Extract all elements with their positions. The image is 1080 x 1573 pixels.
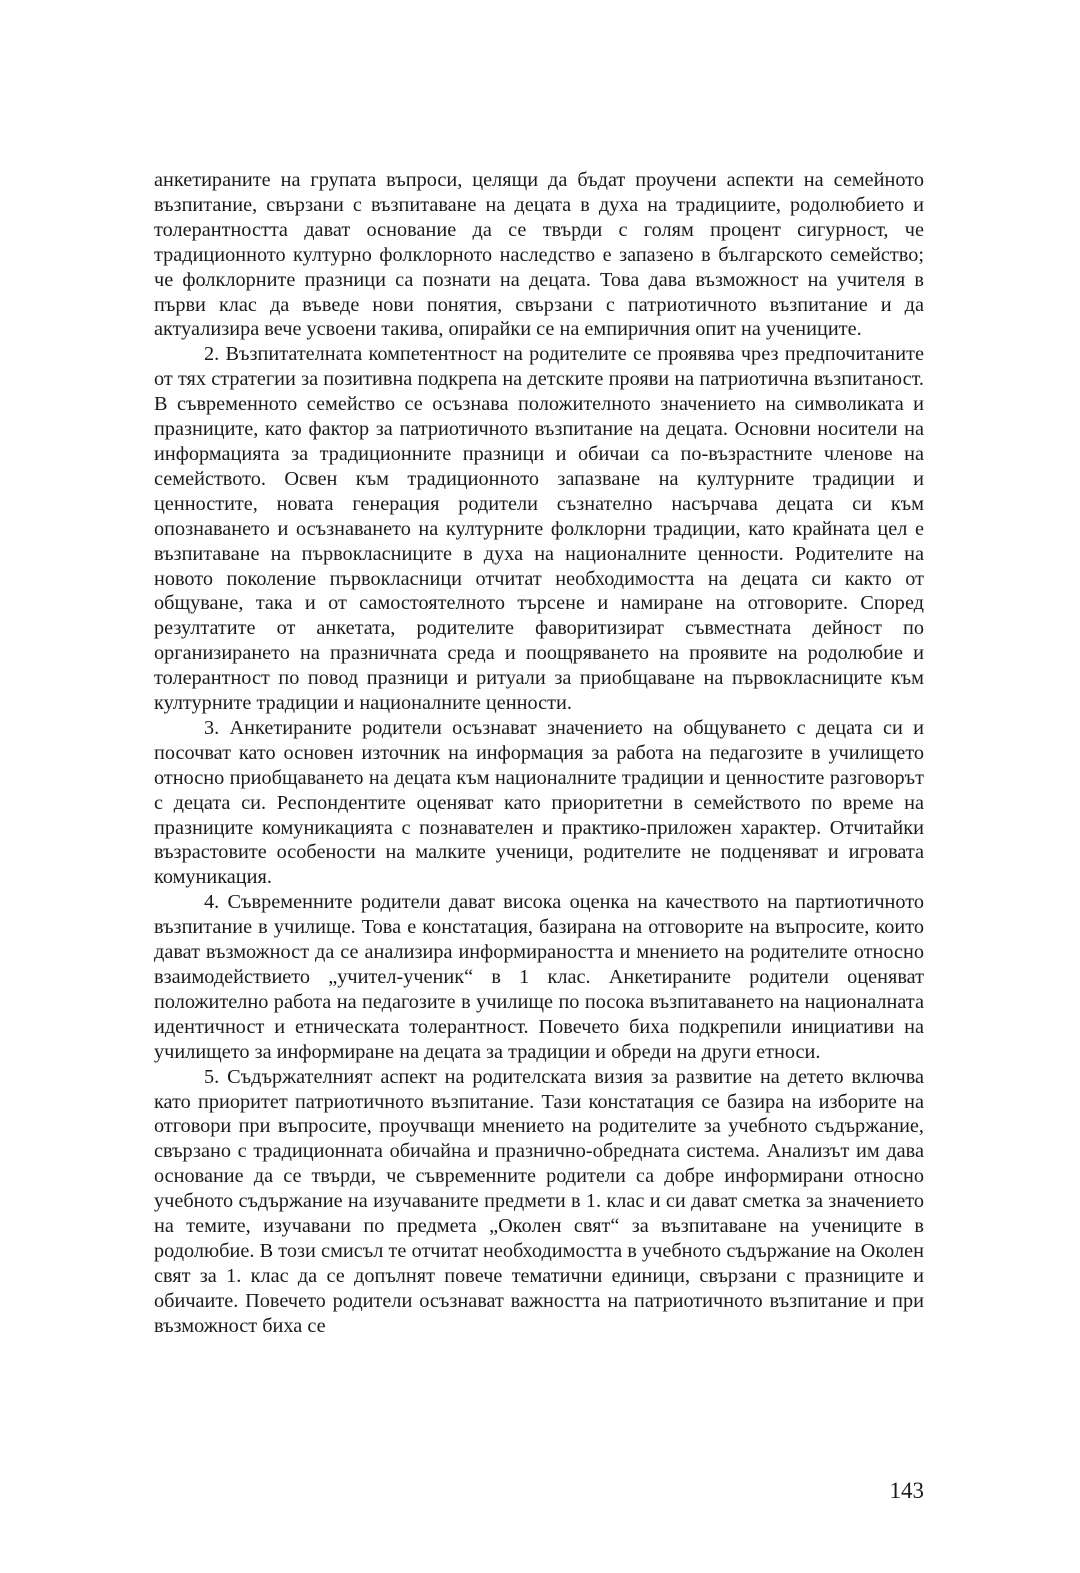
page-number: 143 [889,1478,924,1503]
paragraph-item-3: 3. Анкетираните родители осъзнават значението на общуването с децата си и посочват като основен източник на информация за работа на педагозите в училището относно приобщаването на децата към националните традиции и ценностите разговорът с децата си. Респондентите оценяват като приоритетни в семейството по време на празниците комуникацията с познавателен и практико-приложен характер. Отчитайки възрастовите особености на малките ученици, родителите не подценяват и игровата комуникация. [154,716,924,889]
paragraph-item-5: 5. Съдържателният аспект на родителската визия за развитие на детето включва като приоритет патриотичното възпитание. Тази констатация се базира на изборите на отговори при въпросите, проучващи мнението на родителите за учебното съдържание, свързано с традиционната обичайна и празнично-обредната система. Анализът им дава основание да се твърди, че съвременните родители са добре информирани относно учебното съдържание на изучаваните предмети в 1. клас и си дават сметка за значението на темите, изучавани по предмета „Околен свят“ за възпитаване на учениците в родолюбие. В този смисъл те отчитат необходимостта в учебното съдържание на Околен свят за 1. клас да се допълнят повече тематични единици, свързани с празниците и обичаите. Повечето родители осъзнават важността на патриотичното възпитание и при възможност биха се [154,1065,924,1337]
body-text [154,168,924,1339]
paragraph-continuation: анкетираните на групата въпроси, целящи да бъдат проучени аспекти на семейното възпитание, свързани с възпитаване на децата в духа на традициите, родолюбието и толерантността дават основание да се твърди с голям процент сигурност, че традиционното културно фолклорното наследство е запазено в българското семейство; че фолклорните празници са познати на децата. Това дава възможност на учителя в първи клас да въведе нови понятия, свързани с патриотичното възпитание и да актуализира вече усвоени такива, опирайки се на емпиричния опит на учениците. [154,169,924,341]
paragraph-item-2: 2. Възпитателната компетентност на родителите се проявява чрез предпочитаните от тях стратегии за позитивна подкрепа на детските прояви на патриотична възпитаност. В съвременното семейство се осъзнава положителното значението на символиката и празниците, като фактор за патриотичното възпитание на децата. Основни носители на информацията за традиционните празници и обичаи са по-възрастните членове на семейството. Освен към традиционното запазване на културните традиции и ценностите, новата генерация родители съзнателно насърчава децата си към опознаването и осъзнаването на културните фолклорни традиции, като крайната цел е възпитаване на първокласниците в духа на националните ценности. Родителите на новото поколение първокласници отчитат необходимостта на децата си както от общуване, така и от самостоятелното търсене и намиране на отговорите. Според резултатите от анкетата, родителите фаворитизират съвместната дейност по организирането на празничната среда и поощряването на проявите на родолюбие и толерантност по повод празници и ритуали за приобщаване на първокласниците към културните традиции и националните ценности. [154,343,924,715]
paragraph-item-4: 4. Съвременните родители дават висока оценка на качеството на партиотичното възпитание в училище. Това е констатация, базирана на отговорите на въпросите, които дават възможност да се анализира информираността и мнението на родителите относно взаимодействието „учител-ученик“ в 1 клас. Анкетираните родители оценяват положително работа на педагозите в училище по посока възпитаването на националната идентичност и етническата толерантност. Повечето биха подкрепили инициативи на училището за информиране на децата за традиции и обреди на други етноси. [154,891,924,1063]
